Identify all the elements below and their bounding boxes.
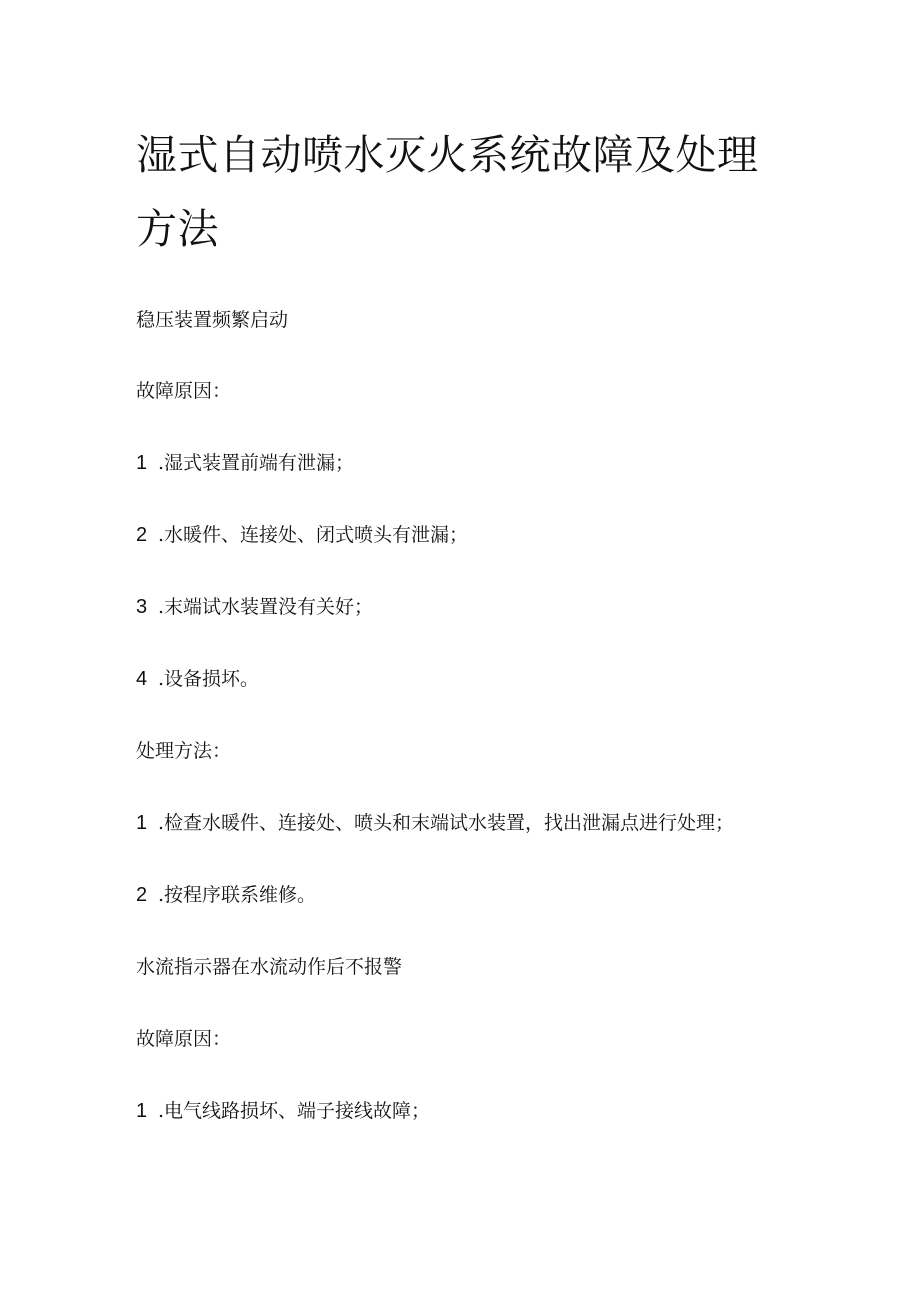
fault-cause-label: 故障原因：	[136, 1028, 232, 1050]
handling-method-label: 处理方法：	[136, 740, 232, 762]
list-item-text: .按程序联系维修。	[158, 884, 317, 906]
list-item-number: 2	[136, 524, 148, 546]
list-item-text: .湿式装置前端有泄漏；	[158, 452, 355, 474]
fault-cause-label: 故障原因：	[136, 380, 232, 402]
list-item	[136, 1097, 430, 1125]
section-heading: 水流指示器在水流动作后不报警	[136, 956, 403, 978]
list-item-text: .设备损坏。	[158, 668, 260, 690]
list-item-text: .末端试水装置没有关好；	[158, 596, 374, 618]
list-item-text: .检查水暖件、连接处、喷头和末端试水装置，找出泄漏点进行处理；	[158, 812, 735, 834]
list-item-number: 1	[136, 452, 148, 474]
list-item	[136, 809, 734, 837]
list-item-number: 1	[136, 812, 148, 834]
list-item-text: .电气线路损坏、端子接线故障；	[158, 1100, 431, 1122]
list-item-number: 1	[136, 1100, 148, 1122]
document-title: 湿式自动喷水灭火系统故障及处理方法	[136, 131, 759, 253]
list-item	[136, 665, 259, 693]
list-item	[136, 881, 316, 909]
section-heading: 稳压装置频繁启动	[136, 309, 289, 331]
list-item	[136, 593, 373, 621]
list-item	[136, 449, 354, 477]
list-item-text: .水暖件、连接处、闭式喷头有泄漏；	[158, 524, 469, 546]
list-item-number: 4	[136, 668, 148, 690]
list-item	[136, 521, 468, 549]
list-item-number: 2	[136, 884, 148, 906]
list-item-number: 3	[136, 596, 148, 618]
